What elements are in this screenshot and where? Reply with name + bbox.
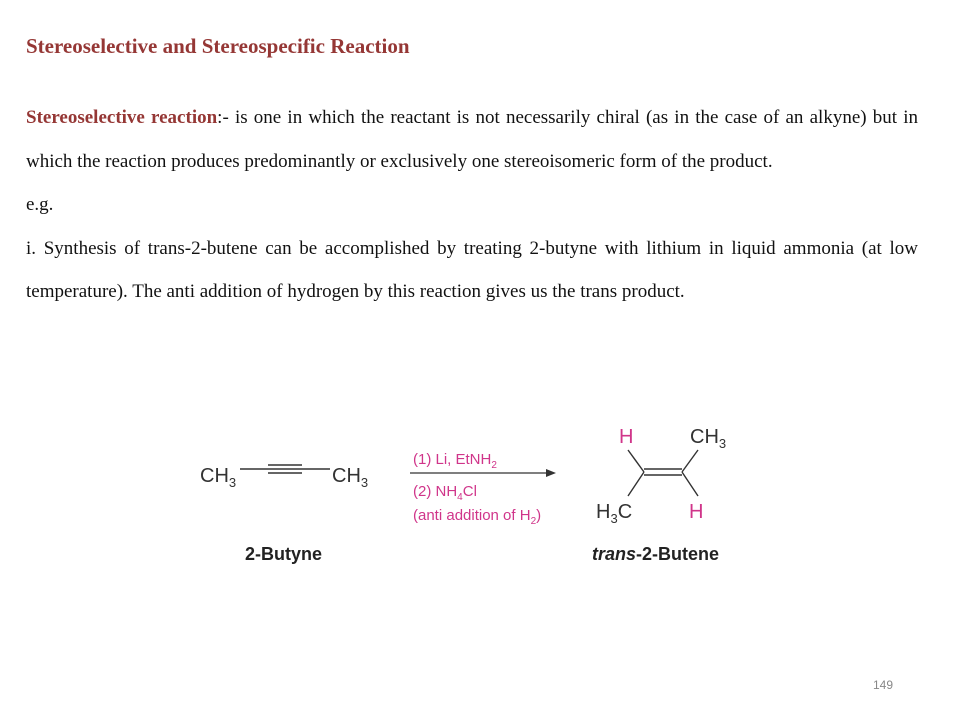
reagent-note: (anti addition of $H_2$) [413, 507, 542, 527]
reactant-left-methyl: $CH_3$ [200, 465, 237, 490]
reactant-label: 2-Butyne [245, 544, 323, 564]
reagent-step-2: (2) $NH_4Cl$ [413, 483, 477, 503]
slide-title: Stereoselective and Stereospecific Reaction [26, 34, 410, 58]
bond-upper-left [628, 450, 644, 472]
definition-term: Stereoselective reaction [26, 107, 218, 128]
product-methyl-bottom: $H_3C$ [596, 501, 633, 526]
bond-lower-left [628, 472, 644, 496]
page-number: 149 [873, 678, 894, 692]
bond-upper-right [682, 450, 698, 472]
product-methyl-top: $CH_3$ [690, 426, 727, 451]
definition-text: :- is one in which the reactant is not necessarily chiral (as in the case of an alkyne) but in which the reaction produces predominantly or exclusively one stereoisomeric form of the product. [26, 107, 918, 172]
definition-paragraph [26, 96, 918, 183]
product-hydrogen-top: H [619, 426, 634, 448]
arrow-head [546, 469, 556, 477]
example-paragraph: i. Synthesis of trans-2-butene can be accomplished by treating 2-butyne with lithium in liquid ammonia (at low temperature). The anti addition of hydrogen by this reaction gives us the trans product. [26, 237, 918, 302]
product-label: trans-2-Butene [592, 544, 720, 564]
reaction-scheme [0, 410, 960, 580]
product-hydrogen-bottom: H [689, 501, 704, 523]
reagent-step-1: (1) Li, EtNH$_2$ [413, 451, 497, 471]
reactant-right-methyl: $CH_3$ [332, 465, 369, 490]
bond-lower-right [682, 472, 698, 496]
slide-body [26, 96, 918, 314]
example-label: e.g. [26, 194, 54, 215]
